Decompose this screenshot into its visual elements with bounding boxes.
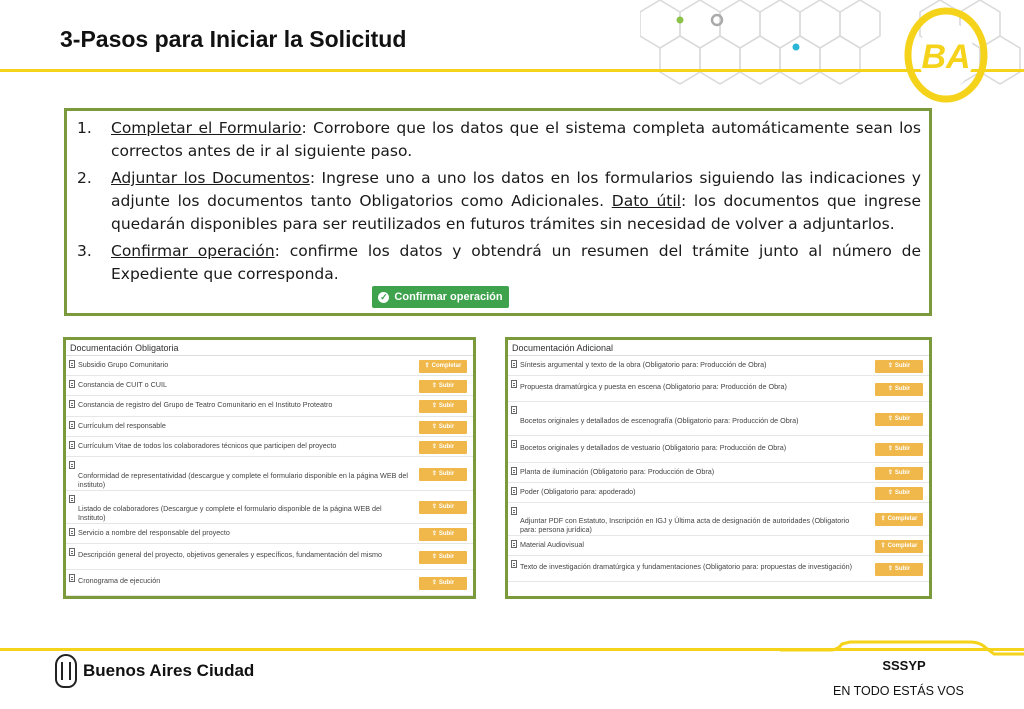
upload-button[interactable] [419,441,467,454]
tip-description: : los documentos que ingrese quedarán disponibles para ser reutilizados en futuros trámites sin necesidad de volver a adjuntarlos. [111,192,922,233]
additional-documents-panel [505,337,932,599]
document-label: Currículum Vitae de todos los colaboradores técnicos que participen del proyecto [78,441,337,450]
button-label: Completar [887,542,918,549]
button-label: Subir [438,530,455,537]
upload-icon: ⇪ [431,423,437,430]
document-label: Cronograma de ejecución [78,576,161,585]
button-label: Subir [894,385,911,392]
complete-button[interactable] [875,513,923,526]
document-label: Poder (Obligatorio para: apoderado) [520,487,636,496]
slogan: EN TODO ESTÁS VOS [833,684,964,698]
document-row [508,556,929,582]
footer-logo [55,654,254,688]
step-number: 3. [77,242,92,260]
upload-icon: ⇪ [431,403,437,409]
document-icon [511,360,517,368]
title-divider [0,69,1024,72]
upload-button[interactable] [875,383,923,396]
step-text [111,167,921,236]
button-label: Subir [438,579,455,586]
button-label: Subir [438,470,455,477]
document-label: Adjuntar PDF con Estatuto, Inscripción en IGJ y Última acta de designación de autoridades (Obligatorio para: persona jurídica) [520,516,850,534]
document-row [508,503,929,536]
button-label: Subir [438,504,455,510]
tip-link[interactable]: Dato útil [611,192,681,210]
document-icon [511,540,517,548]
step-text [111,117,921,163]
step-2 [77,167,921,236]
panel-title: Documentación Obligatoria [66,340,473,356]
document-label: Planta de iluminación (Obligatorio para: Producción de Obra) [520,467,715,476]
document-icon [69,548,75,556]
document-row [66,544,473,570]
upload-icon: ⇪ [887,415,893,422]
ba-logo-icon [902,5,990,105]
upload-icon: ⇪ [431,553,437,560]
button-label: Subir [438,423,455,430]
step-2-link[interactable]: Adjuntar los Documentos [111,169,310,187]
document-icon [69,380,75,388]
complete-button[interactable] [875,540,923,553]
document-icon [511,467,517,475]
edit-icon: ⇪ [424,362,430,369]
step-1 [77,117,921,163]
button-label: Subir [894,469,911,476]
document-label: Conformidad de representatividad (descargue y complete el formulario disponible en la página WEB del instituto) [78,471,409,489]
step-text [111,240,921,286]
document-icon [69,574,75,582]
button-label: Completar [887,516,918,522]
upload-button[interactable] [419,421,467,434]
document-row [66,524,473,544]
document-row [66,417,473,437]
document-icon [511,487,517,495]
upload-button[interactable] [419,577,467,590]
city-seal-icon [55,654,77,688]
document-row [508,483,929,503]
document-row [66,376,473,396]
document-icon [511,380,517,388]
step-3-link[interactable]: Confirmar operación [111,242,275,260]
document-row [508,536,929,556]
confirm-button-label: Confirmar operación [394,291,503,303]
document-row [508,402,929,436]
button-label: Subir [438,553,455,560]
upload-icon: ⇪ [887,489,893,496]
document-row [508,436,929,463]
document-row [508,376,929,402]
upload-icon: ⇪ [887,385,893,392]
document-label: Listado de colaboradores (Descargue y complete el formulario disponible de la página WEB del Instituto) [78,504,382,522]
upload-button[interactable] [419,468,467,481]
document-icon [69,360,75,368]
upload-icon: ⇪ [431,579,437,586]
document-icon [511,406,517,414]
button-label: Subir [894,565,911,572]
steps-box [64,108,932,316]
panel-title: Documentación Adicional [508,340,929,356]
upload-button[interactable] [875,413,923,426]
document-label: Material Audiovisual [520,540,584,549]
upload-icon: ⇪ [887,362,893,369]
upload-button[interactable] [875,487,923,500]
upload-icon: ⇪ [887,446,893,452]
document-label: Servicio a nombre del responsable del proyecto [78,528,230,537]
edit-icon: ⇪ [880,516,886,522]
upload-button[interactable] [875,360,923,373]
footer-brand: Buenos Aires Ciudad [83,661,255,680]
step-3-description: : confirme los datos y obtendrá un resumen del trámite junto al número de Expediente que corresponda. [111,242,921,283]
document-row [66,356,473,376]
button-label: Subir [894,415,911,422]
button-label: Subir [438,443,455,450]
edit-icon: ⇪ [880,542,886,549]
document-label: Constancia de registro del Grupo de Teatro Comunitario en el Instituto Proteatro [78,400,333,409]
upload-button[interactable] [419,380,467,393]
upload-icon: ⇪ [887,565,893,572]
step-1-link[interactable]: Completar el Formulario [111,119,302,137]
button-label: Subir [894,362,911,369]
document-row [508,356,929,376]
document-icon [511,560,517,568]
document-row [66,570,473,596]
document-icon [69,441,75,449]
button-label: Subir [894,446,911,452]
step-2-description: : Ingrese uno a uno los datos en los formularios siguiendo las indicaciones y adjunte los documentos tanto Obligatorios como Adicionales. [111,169,921,210]
document-icon [511,507,517,515]
step-number: 2. [77,169,92,187]
upload-button[interactable] [419,528,467,541]
ba-logo-text: BA [921,38,971,76]
document-label: Bocetos originales y detallados de escenografía (Obligatorio para: Producción de Obra) [520,416,799,425]
document-row [66,491,473,524]
upload-icon: ⇪ [431,504,437,510]
document-label: Descripción general del proyecto, objetivos generales y específicos, fundamentación del mismo [78,550,383,559]
button-label: Completar [431,362,462,369]
document-icon [69,495,75,503]
document-row [66,437,473,457]
upload-icon: ⇪ [431,443,437,450]
button-label: Subir [438,382,455,389]
upload-button[interactable] [419,400,467,413]
step-number: 1. [77,119,92,137]
document-label: Texto de investigación dramatúrgica y fundamentaciones (Obligatorio para: propuestas de investigación) [520,562,853,571]
confirm-operation-button[interactable] [372,286,509,308]
upload-button[interactable] [875,467,923,480]
document-row [66,457,473,491]
document-icon [69,461,75,469]
upload-icon: ⇪ [431,470,437,477]
document-label: Currículum del responsable [78,421,166,430]
page-title: 3-Pasos para Iniciar la Solicitud [60,26,407,52]
mandatory-documents-panel [63,337,476,599]
upload-button[interactable] [419,551,467,564]
document-label: Síntesis argumental y texto de la obra (Obligatorio para: Producción de Obra) [520,360,767,369]
upload-icon: ⇪ [431,530,437,537]
document-label: Propuesta dramatúrgica y puesta en escena (Obligatorio para: Producción de Obra) [520,382,787,391]
document-label: Subsidio Grupo Comunitario [78,360,169,369]
button-label: Subir [894,489,911,496]
upload-icon: ⇪ [887,469,893,476]
document-label: Constancia de CUIT o CUIL [78,380,167,389]
org-name: SSSYP [882,658,926,673]
upload-button[interactable] [419,501,467,514]
upload-icon: ⇪ [431,382,437,389]
complete-button[interactable] [419,360,467,373]
upload-button[interactable] [875,443,923,456]
document-label: Bocetos originales y detallados de vestuario (Obligatorio para: Producción de Obra) [520,443,787,452]
check-circle-icon: ✓ [380,291,388,302]
upload-button[interactable] [875,563,923,576]
document-icon [511,440,517,448]
button-label: Subir [438,403,455,409]
step-1-description: : Corrobore que los datos que el sistema completa automáticamente sean los correctos antes de ir al siguiente paso. [111,119,921,160]
document-icon [69,528,75,536]
document-icon [69,421,75,429]
document-icon [69,400,75,408]
document-row [66,396,473,417]
document-row [508,463,929,483]
step-3 [77,240,921,286]
